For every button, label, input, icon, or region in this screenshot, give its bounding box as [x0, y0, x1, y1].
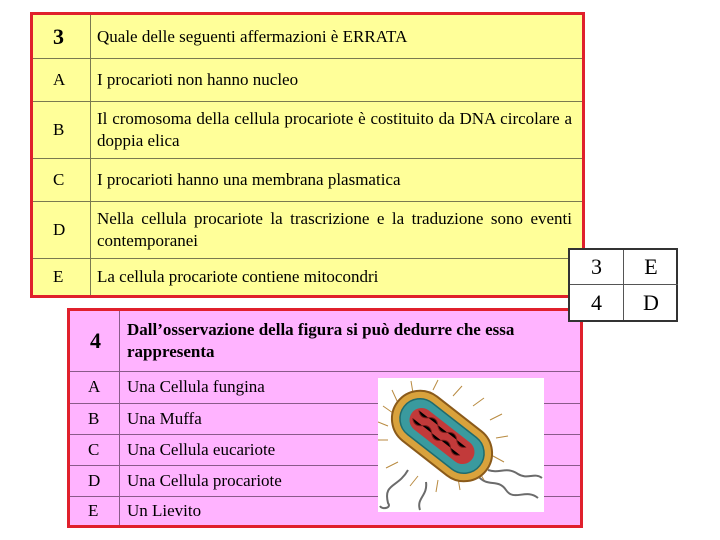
option-letter: C	[33, 158, 91, 201]
question-3-table	[30, 12, 585, 298]
option-row[interactable]	[33, 101, 582, 159]
option-text: Nella cellula procariote la trascrizione e la traduzione sono eventi contemporanei	[97, 208, 572, 250]
option-text: I procarioti hanno una membrana plasmatica	[97, 169, 401, 189]
answer-key-answer: E	[624, 250, 678, 285]
option-letter: E	[33, 258, 91, 295]
option-row[interactable]	[33, 201, 582, 259]
answer-key-table	[568, 248, 678, 322]
option-letter: E	[70, 496, 120, 525]
option-letter: A	[33, 58, 91, 101]
option-letter: D	[70, 465, 120, 496]
question-number: 3	[33, 15, 91, 58]
question-prompt: Quale delle seguenti affermazioni è ERRATA	[97, 26, 408, 46]
answer-key-question: 4	[570, 285, 624, 320]
option-letter: A	[70, 371, 120, 403]
option-text: Un Lievito	[127, 500, 202, 520]
option-text: Una Cellula fungina	[127, 377, 265, 396]
option-text: Una Cellula eucariote	[127, 439, 276, 459]
option-letter: B	[70, 403, 120, 434]
option-row[interactable]	[33, 158, 582, 202]
option-letter: D	[33, 201, 91, 258]
answer-key-answer: D	[643, 289, 659, 315]
option-row[interactable]	[33, 58, 582, 102]
question-3-header-row	[33, 15, 582, 59]
bacterium-illustration	[378, 378, 544, 512]
question-number: 4	[70, 311, 120, 371]
question-4-header-row	[70, 311, 580, 372]
option-letter: B	[33, 101, 91, 158]
option-text: La cellula procariote contiene mitocondri	[97, 266, 379, 286]
option-letter: C	[70, 434, 120, 465]
option-text: Una Cellula procariote	[127, 470, 282, 490]
option-text: Il cromosoma della cellula procariote è costituito da DNA circolare a doppia elica	[97, 108, 572, 150]
option-text: I procarioti non hanno nucleo	[97, 69, 299, 89]
option-row[interactable]	[33, 258, 582, 295]
option-text: Una Muffa	[127, 408, 202, 428]
question-prompt: Dall’osservazione della figura si può dedurre che essa rappresenta	[127, 320, 515, 361]
answer-key-question: 3	[570, 250, 624, 285]
